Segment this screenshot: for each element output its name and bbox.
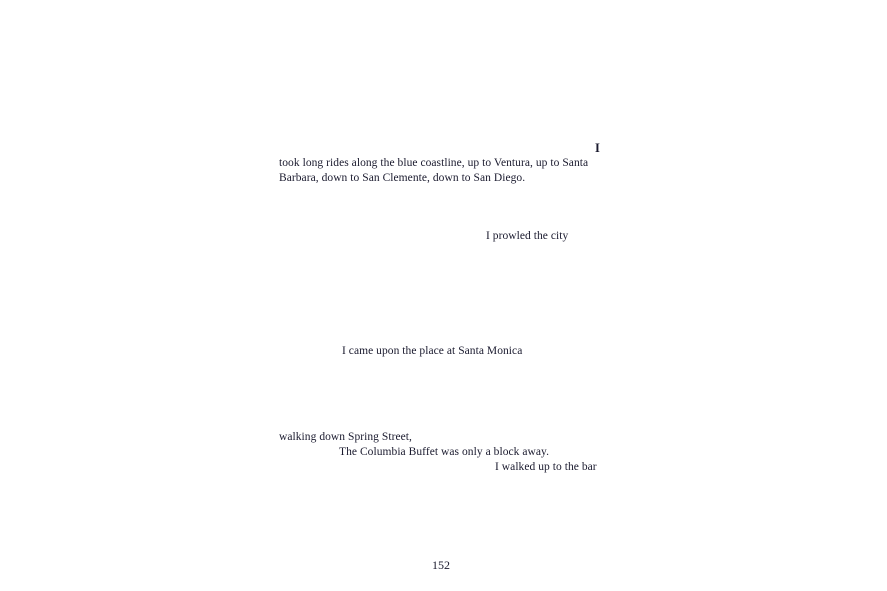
fragment-prowled: I prowled the city (486, 230, 569, 242)
opening-letter: I (595, 141, 600, 155)
paragraph-1-line-1: took long rides along the blue coastline, up to Ventura, up to Santa (279, 157, 589, 169)
fragment-santa-monica: I came upon the place at Santa Monica (342, 345, 523, 357)
paragraph-2-line-3: I walked up to the bar (495, 461, 597, 473)
paragraph-1-line-2: Barbara, down to San Clemente, down to San Diego. (279, 172, 526, 184)
paragraph-2-line-2: The Columbia Buffet was only a block away. (339, 446, 550, 458)
paragraph-2-line-1: walking down Spring Street, (279, 431, 412, 443)
page-number: 152 (432, 558, 450, 572)
